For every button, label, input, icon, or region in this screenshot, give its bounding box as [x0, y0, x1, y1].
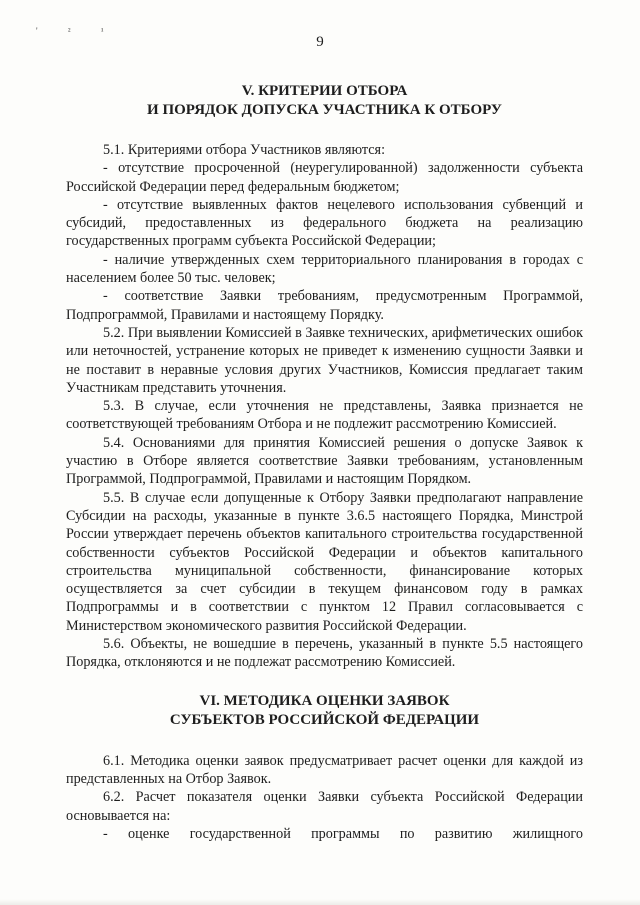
paragraph-5-5: 5.5. В случае если допущенные к Отбору Заявки предполагают направление Субсидии на расходы, указанные в пункте 3.6.5 настоящего Порядка, Минстрой России утверждает перечень объектов капитального строительства государственной собственности субъектов Российской Федерации и объектов капитального строительства муниципальной собственности, финансирование которых осуществляется за счет субсидии в текущем финансовом году в рамках Подпрограммы и в соответствии с пунктом 12 Правил согласовывается с Министерством экономического развития Российской Федерации. [66, 489, 583, 634]
paragraph-6-2: 6.2. Расчет показателя оценки Заявки субъекта Российской Федерации основывается на: [66, 789, 583, 824]
section-5-title-line-1: V. КРИТЕРИИ ОТБОРА [241, 83, 408, 99]
document-body [66, 82, 583, 843]
paragraph-5-2: 5.2. При выявлении Комиссией в Заявке технических, арифметических ошибок или неточностей, устранение которых не приведет к изменению сущности Заявки и не поставит в неравные условия других Участников, Комиссия предлагает таким Участникам представить уточнения. [66, 324, 583, 396]
paragraph-5-1-item-4: - соответствие Заявки требованиям, предусмотренным Программой, Подпрограммой, Правилами и настоящему Порядку. [66, 288, 583, 323]
section-5-title-line-2: И ПОРЯДОК ДОПУСКА УЧАСТНИКА К ОТБОРУ [147, 102, 502, 118]
paragraph-5-1-item-3: - наличие утвержденных схем территориального планирования в городах с населением более 50 тыс. человек; [66, 251, 583, 287]
paragraph-5-3: 5.3. В случае, если уточнения не представлены, Заявка признается не соответствующей требованиям Отбора и не подлежит рассмотрению Комиссией. [66, 398, 583, 433]
paragraph-6-1: 6.1. Методика оценки заявок предусматривает расчет оценки для каждой из представленных на Отбор Заявок. [66, 752, 583, 787]
page-bottom-edge [0, 899, 640, 905]
paragraph-6-2-item-1: - оценке государственной программы по развитию жилищного [103, 825, 583, 842]
section-6-title-line-2: СУБЪЕКТОВ РОССИЙСКОЙ ФЕДЕРАЦИИ [169, 711, 480, 728]
paragraph-5-1-item-1: - отсутствие просроченной (неурегулированной) задолженности субъекта Российской Федерации перед федеральным бюджетом; [66, 160, 583, 195]
paragraph-5-6: 5.6. Объекты, не вошедшие в перечень, указанный в пункте 5.5 настоящего Порядка, отклоняются и не подлежат рассмотрению Комиссией. [66, 636, 583, 671]
paragraph-5-1: 5.1. Критериями отбора Участников являются: [103, 142, 386, 158]
section-6-title-line-1: VI. МЕТОДИКА ОЦЕНКИ ЗАЯВОК [199, 692, 450, 709]
section-5-title [66, 82, 583, 120]
paragraph-5-1-item-2: - отсутствие выявленных фактов нецелевого использования субвенций и субсидий, предоставленных из федерального бюджета на реализацию государственных программ субъекта Российской Федерации; [66, 196, 583, 250]
paragraph-5-4: 5.4. Основаниями для принятия Комиссией решения о допуске Заявок к участию в Отборе является соответствие Заявки требованиям, установленным Программой, Подпрограммой, Правилами и настоящим Порядком. [66, 434, 583, 488]
page-number: 9 [316, 34, 324, 50]
scan-marks: ' ² ¹ [36, 26, 118, 36]
section-6-title [66, 692, 583, 730]
